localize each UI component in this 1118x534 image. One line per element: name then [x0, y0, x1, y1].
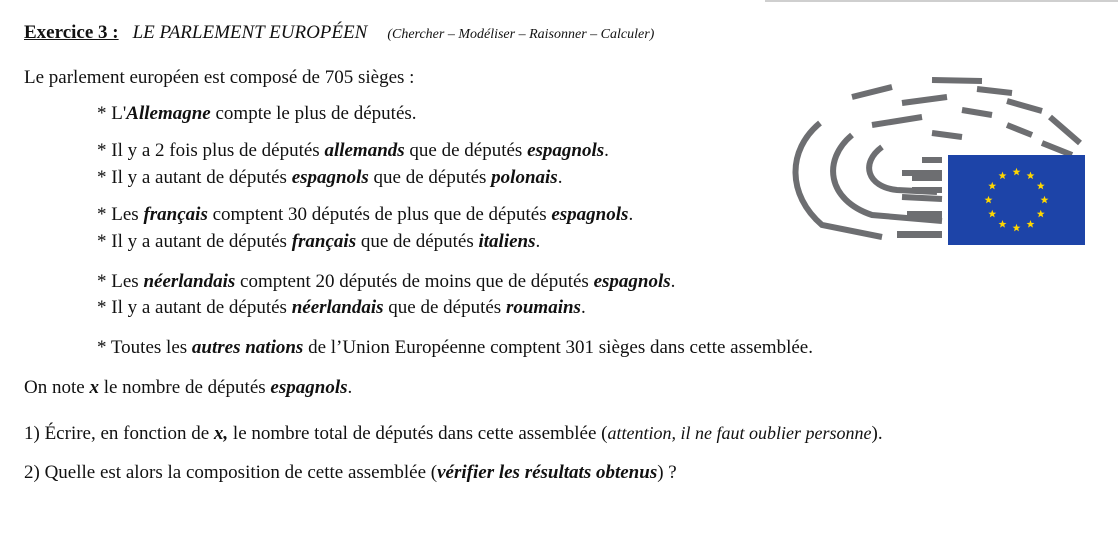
exercise-title: LE PARLEMENT EUROPÉEN	[132, 22, 368, 43]
eu-star-icon	[985, 196, 993, 204]
eu-star-icon	[1027, 172, 1035, 180]
bullet-spain-poland: * Il y a autant de députés espagnols que de députés polonais.	[97, 167, 563, 188]
question-1: 1) Écrire, en fonction de x, le nombre total de députés dans cette assemblée (attention, il ne faut oublier personne).	[24, 423, 883, 444]
exercise-skills: (Chercher – Modéliser – Raisonner – Calculer)	[387, 27, 655, 42]
intro-text: Le parlement européen est composé de 705 sièges :	[24, 67, 415, 88]
eu-star-icon	[1027, 220, 1035, 228]
eu-star-icon	[1041, 196, 1049, 204]
bullet-netherlands-spain: * Les néerlandais comptent 20 députés de moins que de députés espagnols.	[97, 271, 676, 292]
eu-star-icon	[999, 172, 1007, 180]
eu-flag-icon	[948, 155, 1085, 245]
exercise-number: Exercice 3 :	[24, 22, 119, 43]
bullet-france-italy: * Il y a autant de députés français que de députés italiens.	[97, 231, 541, 252]
exercise-header	[24, 22, 654, 46]
bullet-france-spain: * Les français comptent 30 députés de plus que de députés espagnols.	[97, 204, 634, 225]
question-2: 2) Quelle est alors la composition de cette assemblée (vérifier les résultats obtenus) ?	[24, 462, 677, 483]
eu-star-icon	[1013, 224, 1021, 232]
eu-flag-stars	[948, 155, 1085, 245]
bullet-germany-spain: * Il y a 2 fois plus de députés allemands que de députés espagnols.	[97, 140, 609, 161]
eu-star-icon	[1037, 210, 1045, 218]
top-rule	[765, 0, 1118, 2]
eu-star-icon	[999, 220, 1007, 228]
bullet-germany: * L'Allemagne compte le plus de députés.	[97, 103, 417, 124]
eu-star-icon	[1013, 168, 1021, 176]
note-x: On note x le nombre de députés espagnols.	[24, 377, 353, 398]
bullet-netherlands-romania: * Il y a autant de députés néerlandais que de députés roumains.	[97, 297, 586, 318]
eu-star-icon	[1037, 182, 1045, 190]
bullet-other-nations: * Toutes les autres nations de l’Union Européenne comptent 301 sièges dans cette assemblée.	[97, 337, 813, 358]
eu-star-icon	[988, 210, 996, 218]
eu-star-icon	[988, 182, 996, 190]
